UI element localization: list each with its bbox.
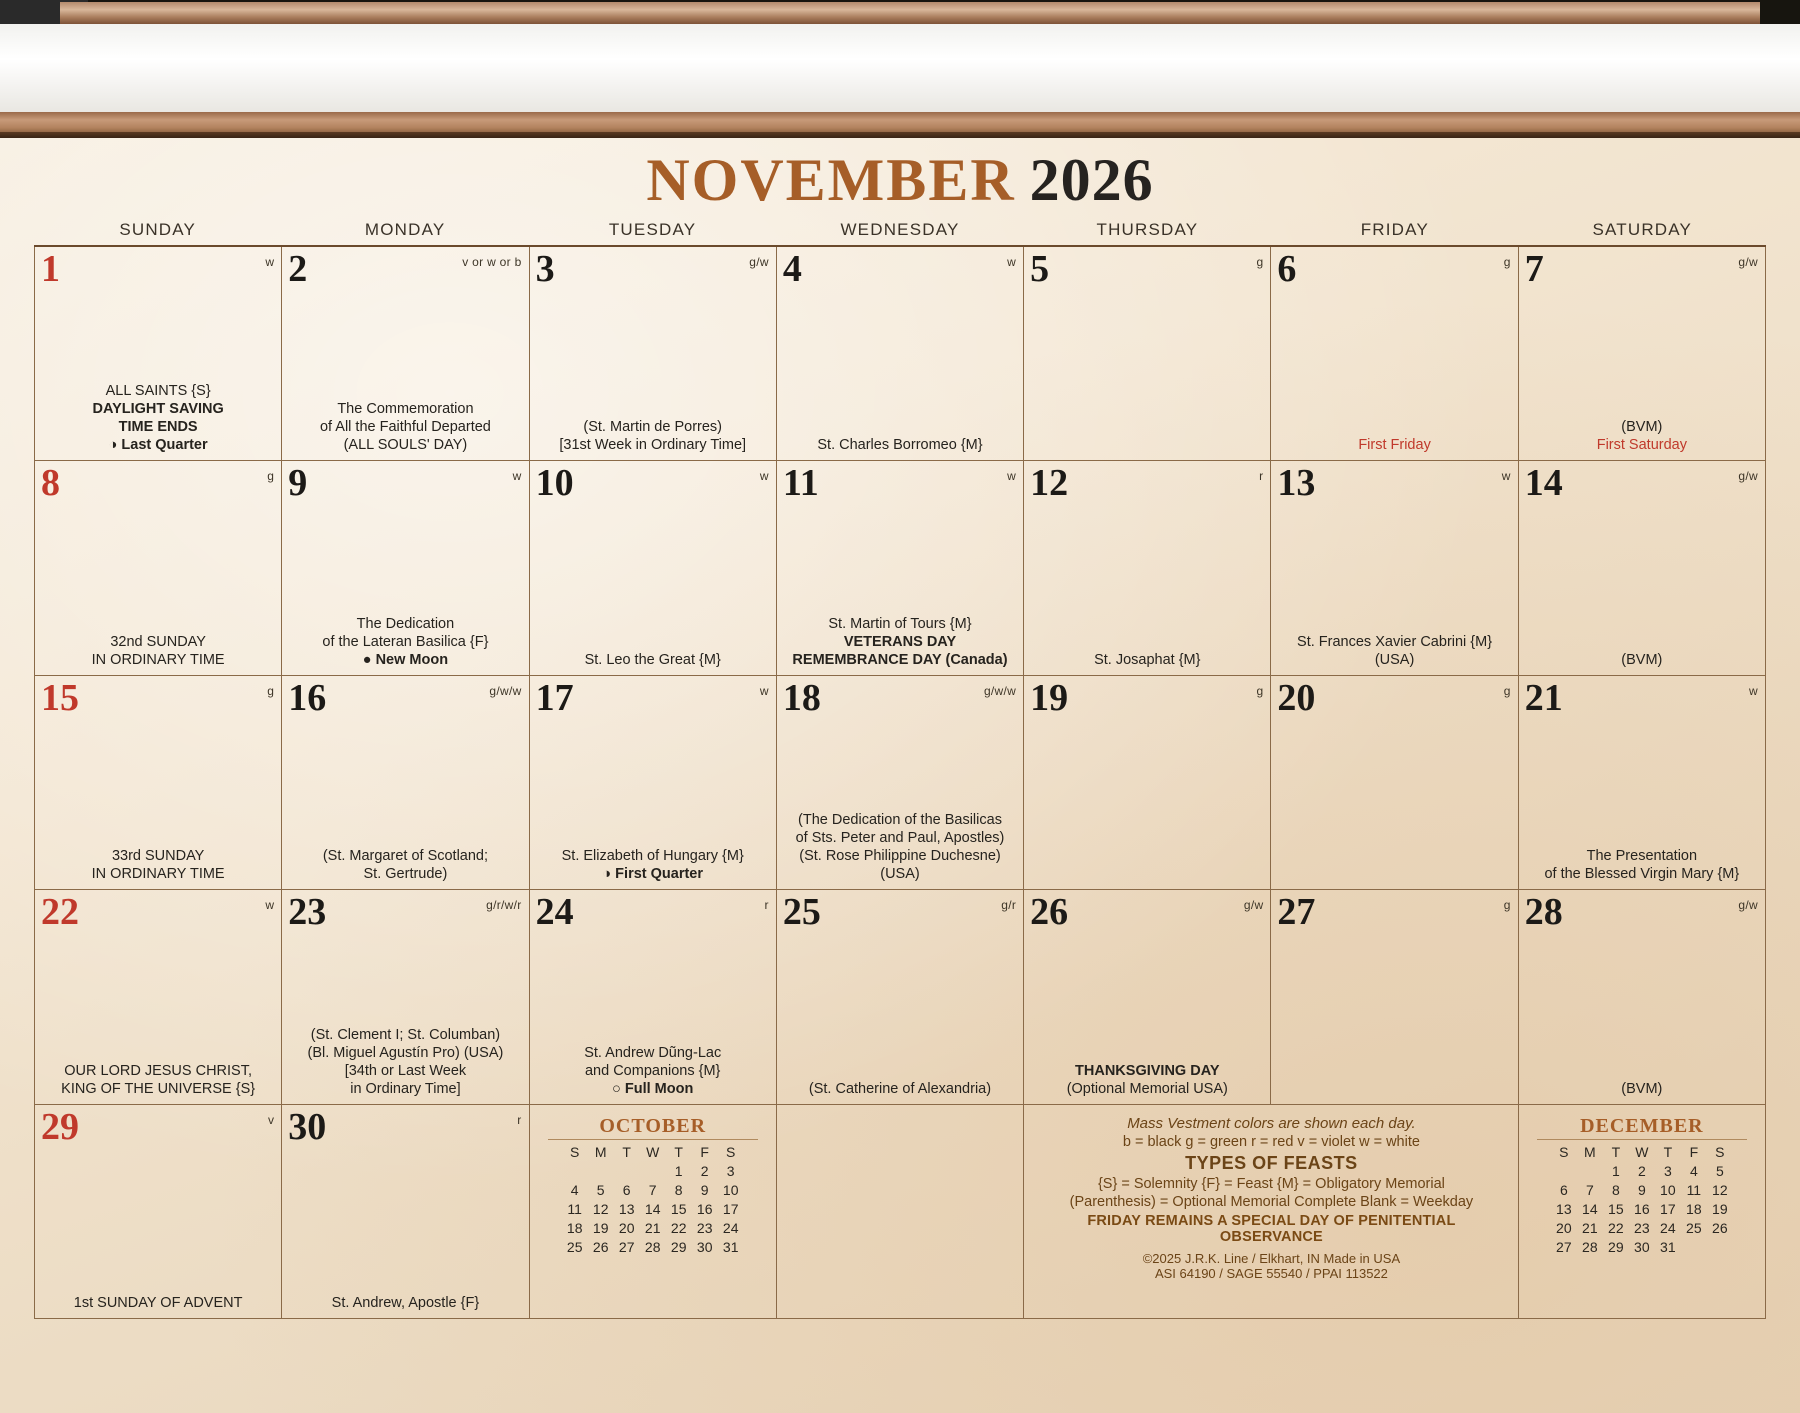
vestment-color-code: w xyxy=(759,683,769,698)
legend-color-key: b = black g = green r = red v = violet w = white xyxy=(1122,1133,1420,1150)
weekday-thursday: THURSDAY xyxy=(1096,220,1199,239)
weekday-saturday: SATURDAY xyxy=(1592,220,1693,239)
event-line: ALL SAINTS {S} xyxy=(105,383,211,400)
event-line: The Presentation xyxy=(1586,848,1698,865)
mini-week-row xyxy=(562,1238,744,1257)
day-events xyxy=(286,400,524,454)
day-events xyxy=(534,651,772,669)
event-line: VETERANS DAY xyxy=(843,633,957,650)
day-events xyxy=(286,1026,524,1098)
vestment-color-code: w xyxy=(1749,683,1758,698)
event-line: DAYLIGHT SAVING xyxy=(92,401,224,418)
mini-weekday: M xyxy=(594,1144,607,1161)
mini-day xyxy=(1551,1162,1577,1181)
day-events xyxy=(1523,847,1761,883)
mini-day: 1 xyxy=(1611,1163,1620,1180)
day-cell[interactable] xyxy=(1024,247,1271,461)
mini-day: 10 xyxy=(1660,1182,1676,1199)
mini-day: 21 xyxy=(644,1220,661,1237)
mini-day: 19 xyxy=(592,1220,609,1237)
moon-phase-label: ◑ First Quarter xyxy=(602,866,704,883)
day-number: 6 xyxy=(1277,248,1297,290)
mini-month-previous-table xyxy=(562,1143,744,1257)
event-line: (ALL SOULS' DAY) xyxy=(343,437,468,454)
mini-day: 22 xyxy=(1608,1220,1624,1237)
mini-day: 9 xyxy=(700,1182,709,1199)
mini-weekday: F xyxy=(1689,1144,1699,1161)
event-line: St. Josaphat {M} xyxy=(1094,651,1201,668)
mini-day: 10 xyxy=(722,1182,739,1199)
weekday-friday: FRIDAY xyxy=(1360,220,1429,239)
event-line: of Sts. Peter and Paul, Apostles) xyxy=(795,830,1005,847)
mini-week-row xyxy=(1551,1181,1733,1200)
mini-day xyxy=(614,1162,640,1181)
event-line: (Optional Memorial USA) xyxy=(1066,1080,1228,1097)
mini-week-row xyxy=(1551,1162,1733,1181)
mini-day: 13 xyxy=(618,1201,635,1218)
event-line: St. Charles Borromeo {M} xyxy=(817,437,983,454)
day-events xyxy=(39,1294,277,1312)
weekday-sunday: SUNDAY xyxy=(119,220,197,239)
month-label: NOVEMBER xyxy=(646,147,1016,213)
legend-panel xyxy=(1024,1105,1519,1319)
mini-day: 21 xyxy=(1582,1220,1598,1237)
vestment-color-code: w xyxy=(1007,469,1017,484)
vestment-color-code: w xyxy=(265,898,275,913)
mini-day: 29 xyxy=(1608,1239,1624,1256)
day-events xyxy=(781,615,1019,669)
day-number: 20 xyxy=(1277,676,1316,719)
day-number: 13 xyxy=(1277,462,1316,505)
day-cell[interactable] xyxy=(1271,461,1518,675)
day-events xyxy=(1523,418,1761,454)
event-line: THANKSGIVING DAY xyxy=(1075,1062,1220,1079)
legend-vestment-note: Mass Vestment colors are shown each day. xyxy=(1127,1114,1416,1132)
mini-weekday: S xyxy=(726,1144,736,1161)
vestment-color-code: w xyxy=(265,255,275,269)
vestment-color-code: r xyxy=(1259,469,1264,484)
mini-day: 6 xyxy=(622,1182,631,1199)
vestment-color-code: g/r/w/r xyxy=(486,898,522,913)
day-cell[interactable] xyxy=(35,247,282,461)
mini-day: 18 xyxy=(566,1220,583,1237)
vestment-color-code: g xyxy=(1503,255,1511,269)
event-line: IN ORDINARY TIME xyxy=(91,866,225,883)
mini-day: 16 xyxy=(1634,1201,1650,1218)
day-number: 15 xyxy=(41,676,79,719)
day-events xyxy=(39,847,277,883)
event-line: St. Martin of Tours {M} xyxy=(828,615,972,632)
event-line: 1st SUNDAY OF ADVENT xyxy=(73,1294,243,1311)
day-cell[interactable] xyxy=(530,676,777,890)
mini-month-previous-title: OCTOBER xyxy=(548,1115,758,1140)
mini-day: 12 xyxy=(1712,1182,1728,1199)
day-number: 28 xyxy=(1524,891,1563,934)
mini-weekday: T xyxy=(674,1144,683,1161)
moon-phase-label: ● New Moon xyxy=(362,651,449,668)
mini-day xyxy=(640,1162,666,1181)
vestment-color-code: v xyxy=(267,1112,275,1127)
mini-day: 27 xyxy=(1556,1239,1572,1256)
mini-day: 2 xyxy=(1637,1163,1646,1180)
event-line: First Saturday xyxy=(1596,437,1687,454)
event-line: [34th or Last Week xyxy=(344,1062,467,1079)
mini-day: 20 xyxy=(618,1220,635,1237)
event-line: (BVM) xyxy=(1621,419,1663,436)
year-label: 2026 xyxy=(1029,147,1154,213)
legend-friday-note: FRIDAY REMAINS A SPECIAL DAY OF PENITENTIAL OBSERVANCE xyxy=(1087,1212,1456,1245)
mini-day: 6 xyxy=(1559,1182,1568,1199)
event-line: St. Frances Xavier Cabrini {M} xyxy=(1297,633,1493,650)
vestment-color-code: g/r xyxy=(1001,898,1017,913)
event-line: (St. Martin de Porres) xyxy=(583,419,722,436)
mini-day: 9 xyxy=(1637,1182,1646,1199)
event-line: of the Lateran Basilica {F} xyxy=(322,633,489,650)
vestment-color-code: g xyxy=(1503,898,1511,913)
event-line: The Commemoration xyxy=(337,401,474,418)
day-events xyxy=(534,1044,772,1098)
event-line: of the Blessed Virgin Mary {M} xyxy=(1544,866,1740,883)
day-number: 2 xyxy=(288,248,308,290)
mini-month-next-table xyxy=(1551,1143,1733,1257)
event-line: IN ORDINARY TIME xyxy=(91,651,225,668)
day-cell[interactable] xyxy=(282,247,529,461)
event-line: (USA) xyxy=(1374,651,1415,668)
event-line: REMEMBRANCE DAY (Canada) xyxy=(792,651,1008,668)
mini-week-row xyxy=(1551,1219,1733,1238)
day-cell[interactable] xyxy=(282,676,529,890)
day-events xyxy=(781,811,1019,883)
mini-day xyxy=(1681,1238,1707,1257)
mini-weekday: M xyxy=(1584,1144,1596,1161)
mini-day xyxy=(588,1162,614,1181)
vestment-color-code: g xyxy=(1256,255,1264,269)
vestment-color-code: g/w xyxy=(1243,898,1264,913)
day-cell[interactable] xyxy=(777,890,1024,1104)
mini-day: 17 xyxy=(722,1201,739,1218)
day-events xyxy=(286,1294,524,1312)
white-band xyxy=(0,24,1800,112)
mini-day: 31 xyxy=(1660,1239,1676,1256)
page-title xyxy=(0,138,1800,213)
day-number: 12 xyxy=(1030,462,1069,505)
event-line: St. Andrew, Apostle {F} xyxy=(331,1294,480,1311)
mini-day: 30 xyxy=(1634,1239,1650,1256)
weekday-wednesday: WEDNESDAY xyxy=(840,220,960,239)
day-events xyxy=(1028,1062,1266,1098)
day-number: 4 xyxy=(782,248,802,290)
mini-week-row xyxy=(562,1219,744,1238)
moon-phase-label: ◑ Last Quarter xyxy=(108,437,208,454)
vestment-color-code: g/w/w xyxy=(983,683,1017,698)
day-cell[interactable] xyxy=(1271,676,1518,890)
empty-cell xyxy=(777,1105,1024,1319)
mini-week-row xyxy=(1551,1200,1733,1219)
day-events xyxy=(1523,651,1761,669)
mini-day: 2 xyxy=(700,1163,709,1180)
wood-trim-top xyxy=(60,2,1760,24)
event-line: [31st Week in Ordinary Time] xyxy=(559,437,747,454)
mini-day: 25 xyxy=(1686,1220,1702,1237)
mini-week-row xyxy=(562,1181,744,1200)
mini-weekday: S xyxy=(570,1144,580,1161)
mini-weekday: F xyxy=(700,1144,709,1161)
day-cell[interactable] xyxy=(1024,461,1271,675)
day-number: 17 xyxy=(535,676,574,719)
vestment-color-code: g xyxy=(267,683,275,698)
event-line: (St. Margaret of Scotland; xyxy=(322,848,489,865)
mini-day: 24 xyxy=(1660,1220,1676,1237)
mini-day: 23 xyxy=(696,1220,713,1237)
vestment-color-code: g xyxy=(1256,683,1264,698)
mini-day xyxy=(1707,1238,1733,1257)
day-events xyxy=(1275,633,1513,669)
mini-day: 15 xyxy=(670,1201,687,1218)
event-line: of All the Faithful Departed xyxy=(319,419,491,436)
day-cell[interactable] xyxy=(777,461,1024,675)
mini-day: 7 xyxy=(648,1182,657,1199)
event-line: KING OF THE UNIVERSE {S} xyxy=(61,1080,256,1097)
mini-day: 5 xyxy=(596,1182,605,1199)
day-cell[interactable] xyxy=(35,676,282,890)
event-line: St. Andrew Dũng-Lac xyxy=(584,1044,722,1061)
day-events xyxy=(39,1062,277,1098)
event-line: St. Elizabeth of Hungary {M} xyxy=(561,848,744,865)
mini-day xyxy=(1577,1162,1603,1181)
mini-day: 22 xyxy=(670,1220,687,1237)
mini-week-row xyxy=(562,1162,744,1181)
event-line: First Friday xyxy=(1358,437,1431,454)
mini-weekday: S xyxy=(1559,1144,1569,1161)
mini-day xyxy=(562,1162,588,1181)
weekday-monday: MONDAY xyxy=(364,220,446,239)
day-number: 23 xyxy=(288,891,327,934)
day-events xyxy=(39,382,277,454)
mini-weekday: T xyxy=(1663,1144,1673,1161)
mini-day: 26 xyxy=(1712,1220,1728,1237)
mini-week-row xyxy=(562,1200,744,1219)
day-number: 21 xyxy=(1524,676,1563,719)
vestment-color-code: g/w/w xyxy=(489,683,522,698)
mini-day: 20 xyxy=(1556,1220,1572,1237)
mini-week-row xyxy=(1551,1238,1733,1257)
event-line: OUR LORD JESUS CHRIST, xyxy=(64,1062,252,1079)
legend-feast-types-1: {S} = Solemnity {F} = Feast {M} = Obligatory Memorial xyxy=(1097,1175,1445,1192)
mini-weekday: T xyxy=(622,1144,631,1161)
moon-phase-label: ○ Full Moon xyxy=(612,1080,694,1097)
mini-month-previous xyxy=(530,1105,777,1319)
day-cell[interactable] xyxy=(282,461,529,675)
vestment-color-code: w xyxy=(1501,469,1511,484)
vestment-color-code: g xyxy=(1503,683,1511,698)
vestment-color-code: w xyxy=(1007,255,1017,269)
day-events xyxy=(39,633,277,669)
calendar-grid xyxy=(34,247,1766,1319)
mini-day: 14 xyxy=(644,1201,661,1218)
vestment-color-code: g/w xyxy=(1738,469,1758,484)
mini-day: 25 xyxy=(566,1239,583,1256)
day-number: 1 xyxy=(41,248,60,290)
day-number: 8 xyxy=(41,462,60,505)
day-events xyxy=(534,847,772,883)
weekday-header-row xyxy=(34,220,1766,247)
mini-day: 29 xyxy=(670,1239,687,1256)
mini-weekday: W xyxy=(1635,1144,1649,1161)
mini-day: 30 xyxy=(696,1239,713,1256)
day-cell[interactable] xyxy=(530,247,777,461)
day-cell[interactable] xyxy=(1519,461,1766,675)
day-events xyxy=(286,847,524,883)
mini-day: 7 xyxy=(1585,1182,1594,1199)
mini-day: 12 xyxy=(592,1201,609,1218)
vestment-color-code: g/w xyxy=(1738,898,1758,913)
day-events xyxy=(1028,651,1266,669)
event-line: (St. Catherine of Alexandria) xyxy=(808,1080,992,1097)
mini-day: 3 xyxy=(726,1163,735,1180)
vestment-color-code: g/w xyxy=(749,255,769,269)
legend-feasts-heading: TYPES OF FEASTS xyxy=(1185,1152,1358,1173)
mini-day: 26 xyxy=(592,1239,609,1256)
calendar-sheet xyxy=(0,138,1800,1413)
event-line: (BVM) xyxy=(1621,651,1663,668)
day-cell[interactable] xyxy=(282,1105,529,1319)
mini-day: 31 xyxy=(722,1239,739,1256)
day-cell[interactable] xyxy=(777,247,1024,461)
day-cell[interactable] xyxy=(35,1105,282,1319)
day-number: 19 xyxy=(1030,676,1069,719)
day-number: 7 xyxy=(1524,248,1544,290)
vestment-color-code: w xyxy=(512,469,522,484)
mini-weekday: W xyxy=(646,1144,660,1161)
mini-month-next xyxy=(1519,1105,1766,1319)
mini-day: 8 xyxy=(1611,1182,1620,1199)
event-line: (BVM) xyxy=(1621,1080,1663,1097)
day-number: 18 xyxy=(782,676,821,719)
day-cell[interactable] xyxy=(1519,890,1766,1104)
day-number: 10 xyxy=(535,462,574,505)
mini-day: 24 xyxy=(722,1220,739,1237)
day-number: 14 xyxy=(1524,462,1563,505)
mini-weekday: S xyxy=(1715,1144,1725,1161)
day-events xyxy=(534,418,772,454)
mini-weekday: T xyxy=(1611,1144,1621,1161)
day-number: 3 xyxy=(535,248,555,290)
mini-day: 27 xyxy=(618,1239,635,1256)
day-cell[interactable] xyxy=(1519,247,1766,461)
day-events xyxy=(1275,436,1513,454)
vestment-color-code: v or w or b xyxy=(462,255,522,269)
day-number: 26 xyxy=(1030,891,1069,934)
day-cell[interactable] xyxy=(1271,247,1518,461)
event-line: (St. Rose Philippine Duchesne) xyxy=(799,848,1001,865)
mini-day: 4 xyxy=(570,1182,579,1199)
day-cell[interactable] xyxy=(777,676,1024,890)
mini-day: 15 xyxy=(1608,1201,1624,1218)
legend-copyright: ©2025 J.R.K. Line / Elkhart, IN Made in USA xyxy=(1142,1250,1401,1266)
event-line: TIME ENDS xyxy=(118,419,198,436)
event-line: 33rd SUNDAY xyxy=(111,848,205,865)
vestment-color-code: g xyxy=(267,469,275,484)
day-number: 29 xyxy=(41,1105,79,1148)
mini-day: 28 xyxy=(644,1239,661,1256)
day-events xyxy=(781,1080,1019,1098)
day-cell[interactable] xyxy=(1271,890,1518,1104)
day-events xyxy=(1523,1080,1761,1098)
day-events xyxy=(286,615,524,669)
legend-codes: ASI 64190 / SAGE 55540 / PPAI 113522 xyxy=(1154,1265,1388,1281)
event-line: (Bl. Miguel Agustín Pro) (USA) xyxy=(307,1044,504,1061)
mini-day: 8 xyxy=(674,1182,683,1199)
day-cell[interactable] xyxy=(1024,676,1271,890)
mini-day: 18 xyxy=(1686,1201,1702,1218)
event-line: St. Gertrude) xyxy=(363,866,448,883)
mini-day: 14 xyxy=(1582,1201,1598,1218)
mini-day: 16 xyxy=(696,1201,713,1218)
day-number: 25 xyxy=(782,891,821,934)
day-cell[interactable] xyxy=(530,461,777,675)
event-line: (The Dedication of the Basilicas xyxy=(798,812,1002,829)
event-line: The Dedication xyxy=(356,615,455,632)
day-cell[interactable] xyxy=(282,890,529,1104)
wood-trim-band xyxy=(0,112,1800,138)
vestment-color-code: r xyxy=(517,1112,522,1127)
vestment-color-code: w xyxy=(759,469,769,484)
vestment-color-code: r xyxy=(764,898,769,913)
day-number: 11 xyxy=(782,462,819,505)
event-line: 32nd SUNDAY xyxy=(110,633,206,650)
day-events xyxy=(781,436,1019,454)
mini-day: 13 xyxy=(1556,1201,1572,1218)
day-cell[interactable] xyxy=(530,890,777,1104)
mini-day: 1 xyxy=(674,1163,683,1180)
day-number: 22 xyxy=(41,891,79,934)
day-number: 5 xyxy=(1030,248,1050,290)
day-number: 24 xyxy=(535,891,574,934)
day-number: 30 xyxy=(288,1105,327,1148)
day-cell[interactable] xyxy=(35,461,282,675)
vestment-color-code: g/w xyxy=(1738,255,1758,269)
mini-month-next-title: DECEMBER xyxy=(1537,1115,1747,1140)
mini-day: 11 xyxy=(1686,1182,1702,1199)
event-line: (USA) xyxy=(880,866,920,883)
mini-day: 4 xyxy=(1689,1163,1698,1180)
day-cell[interactable] xyxy=(35,890,282,1104)
weekday-tuesday: TUESDAY xyxy=(608,220,697,239)
mini-day: 11 xyxy=(567,1201,582,1218)
mini-day: 17 xyxy=(1660,1201,1676,1218)
mini-day: 28 xyxy=(1582,1239,1598,1256)
day-cell[interactable] xyxy=(1024,890,1271,1104)
legend-feast-types-2: (Parenthesis) = Optional Memorial Complete Blank = Weekday xyxy=(1069,1193,1474,1210)
day-number: 27 xyxy=(1277,891,1316,934)
day-cell[interactable] xyxy=(1519,676,1766,890)
event-line: (St. Clement I; St. Columban) xyxy=(310,1026,501,1043)
event-line: and Companions {M} xyxy=(584,1062,721,1079)
mini-day: 5 xyxy=(1715,1163,1724,1180)
mini-day: 19 xyxy=(1712,1201,1728,1218)
day-number: 16 xyxy=(288,676,327,719)
event-line: St. Leo the Great {M} xyxy=(584,651,721,668)
day-number: 9 xyxy=(288,462,308,505)
mini-day: 23 xyxy=(1634,1220,1650,1237)
mini-day: 3 xyxy=(1663,1163,1672,1180)
event-line: in Ordinary Time] xyxy=(350,1080,461,1097)
